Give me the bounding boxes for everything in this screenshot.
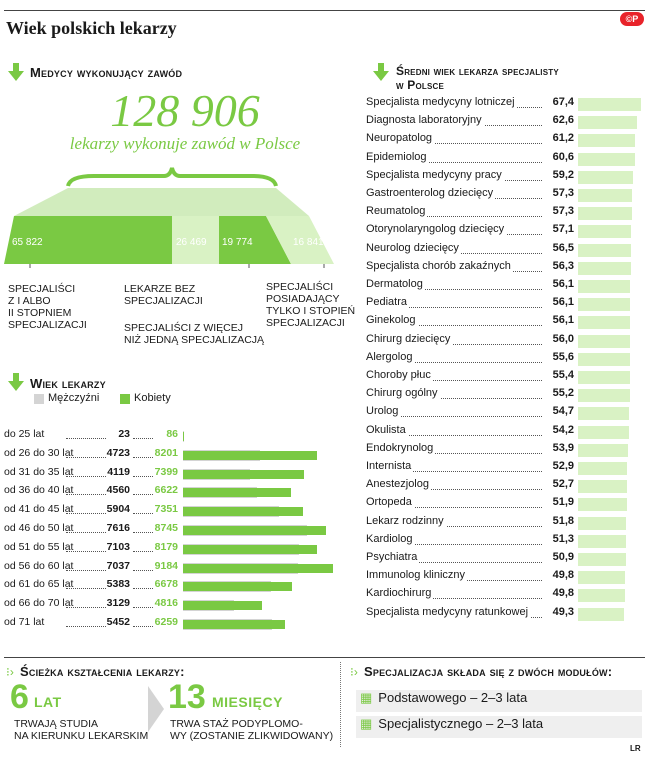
years-unit: LAT: [34, 694, 62, 710]
age-category-label: od 36 do 40 lat: [4, 484, 74, 497]
top-rule: [4, 10, 645, 11]
specialty-value-label: 52,9: [542, 460, 574, 472]
men-value-label: 23: [118, 428, 130, 440]
men-value-label: 7616: [106, 522, 130, 534]
arrow-down-icon: [373, 63, 389, 81]
specialty-bar: [578, 353, 630, 366]
age-category-label: od 56 do 60 lat: [4, 559, 74, 572]
age-category-label: od 41 do 45 lat: [4, 503, 74, 516]
specialty-value-label: 61,2: [542, 132, 574, 144]
specialty-label: Specjalista medycyny ratunkowej: [366, 605, 529, 618]
specialty-value-label: 54,2: [542, 424, 574, 436]
specialty-bar: [578, 134, 635, 147]
segment-value-2: 26 469: [176, 237, 207, 248]
women-bar: [183, 601, 262, 610]
specialty-value-label: 49,8: [542, 587, 574, 599]
specialty-label: Okulista: [366, 423, 406, 436]
specialty-value-label: 51,3: [542, 533, 574, 545]
specialty-value-label: 51,9: [542, 496, 574, 508]
leader-dots: [66, 607, 106, 608]
specialty-value-label: 57,1: [542, 223, 574, 235]
leader-dots: [66, 476, 106, 477]
page-title: Wiek polskich lekarzy: [6, 18, 177, 38]
specialty-value-label: 55,2: [542, 387, 574, 399]
leader-dots: [66, 438, 106, 439]
label-multi-specialization: SPECJALIŚCI Z WIĘCEJ NIŻ JEDNĄ SPECJALIZACJĄ: [124, 322, 265, 346]
specialty-value-label: 53,9: [542, 442, 574, 454]
specialty-bar: [578, 189, 632, 202]
specialty-value-label: 67,4: [542, 96, 574, 108]
grid-icon: ▦: [360, 716, 373, 731]
specialty-bar: [578, 608, 624, 621]
months-unit: MIESIĘCY: [212, 694, 283, 710]
specialty-bar: [578, 498, 627, 511]
specialty-bar: [578, 244, 631, 257]
specialty-label: Chirurg dziecięcy: [366, 332, 451, 345]
specialty-bar: [578, 171, 633, 184]
specialty-label: Internista: [366, 460, 412, 472]
specialty-bar: [578, 262, 631, 275]
specialty-label: Endokrynolog: [366, 441, 434, 454]
men-value-label: 7037: [106, 559, 130, 572]
section-title-specjalisci: Średni wiek lekarza specjalisty w Polsce: [396, 64, 559, 92]
brace-shape: [68, 168, 276, 186]
women-bar: [183, 507, 303, 516]
leader-dots: [66, 457, 106, 458]
women-bar: [183, 526, 326, 535]
women-bar: [183, 620, 285, 629]
specialty-bar: [578, 407, 629, 420]
legend-label-men: Mężczyźni: [48, 392, 100, 404]
specialty-bar: [578, 480, 627, 493]
studies-text: TRWAJĄ STUDIA NA KIERUNKU LEKARSKIM: [14, 718, 149, 742]
specialty-value-label: 56,1: [542, 296, 574, 308]
specialty-bar: [578, 589, 625, 602]
specialty-value-label: 56,5: [542, 242, 574, 254]
segment-value-1: 65 822: [12, 237, 43, 248]
age-chart: [0, 428, 345, 638]
women-value-label: 8745: [154, 522, 178, 534]
women-value-label: 86: [166, 428, 178, 440]
arrow-down-icon: [8, 373, 24, 391]
label-first-degree: SPECJALIŚCI POSIADAJĄCY TYLKO I STOPIEŃ SPECJALIZACJI: [266, 281, 356, 329]
specialty-label: Pediatra: [366, 296, 407, 309]
months-number: 13: [168, 678, 206, 716]
specialty-bar: [578, 207, 632, 220]
women-bar: [183, 545, 317, 554]
women-value-label: 8201: [154, 446, 178, 459]
specialty-bar: [578, 571, 625, 584]
specialty-bar: [578, 389, 630, 402]
doctors-breakdown-graphic: [4, 158, 344, 268]
specialty-bar: [578, 280, 630, 293]
men-value-label: 3129: [106, 597, 130, 610]
women-bar: [183, 488, 291, 497]
legend-label-women: Kobiety: [134, 392, 171, 404]
divider: [340, 662, 342, 747]
specialty-label: Neurolog dziecięcy: [366, 241, 459, 254]
specialty-label: Anestezjolog: [366, 478, 429, 491]
leader-dots: [66, 551, 106, 552]
leader-dots: [66, 626, 106, 627]
specialty-bar: [578, 426, 629, 439]
specialty-value-label: 56,1: [542, 314, 574, 326]
specialty-bar: [578, 553, 626, 566]
specialty-label: Immunolog kliniczny: [366, 569, 466, 582]
leader-dots: [66, 588, 106, 589]
women-value-label: 6678: [154, 578, 178, 591]
women-value-label: 6259: [154, 616, 178, 628]
age-category-label: od 71 lat: [4, 616, 45, 628]
specialty-bar: [578, 444, 628, 457]
segment-value-4: 16 841: [293, 237, 324, 248]
specialty-value-label: 62,6: [542, 114, 574, 126]
specialty-value-label: 54,7: [542, 405, 574, 417]
dot-arrow-icon: ⁝›: [350, 665, 358, 679]
chevron-right-icon: [148, 686, 164, 732]
big-number-caption: lekarzy wykonuje zawód w Polsce: [69, 134, 301, 153]
big-number: 128 906: [110, 85, 260, 136]
specialty-label: Diagnosta laboratoryjny: [366, 114, 482, 127]
women-value-label: 4816: [154, 597, 178, 610]
women-value-label: 6622: [154, 484, 178, 497]
section-title-medycy: Medycy wykonujący zawód: [30, 65, 183, 80]
specialty-label: Specjalista medycyny pracy: [366, 168, 502, 181]
specialty-label: Lekarz rodzinny: [366, 514, 444, 527]
men-value-label: 4119: [107, 465, 130, 478]
credit: LR: [630, 744, 641, 753]
modules-title: Specjalizacja składa się z dwóch modułów:: [364, 664, 613, 679]
module-basic: ▦ Podstawowego – 2–3 lata: [356, 690, 642, 712]
specialty-label: Gastroenterolog dziecięcy: [366, 187, 494, 199]
legend-swatch-men: [34, 394, 44, 404]
internship-text: TRWA STAŻ PODYPLOMO- WY (ZOSTANIE ZLIKWIDOWANY): [170, 718, 334, 742]
specialty-bar: [578, 371, 630, 384]
women-value-label: 8179: [154, 540, 178, 553]
specialty-label: Reumatolog: [366, 205, 426, 218]
specialty-label: Alergolog: [366, 350, 413, 363]
age-category-label: od 66 do 70 lat: [4, 597, 74, 610]
age-category-label: od 46 do 50 lat: [4, 522, 74, 534]
specialty-label: Specjalista medycyny lotniczej: [366, 96, 515, 108]
men-value-label: 5904: [106, 503, 130, 516]
specialty-value-label: 49,8: [542, 569, 574, 581]
age-category-label: od 31 do 35 lat: [4, 465, 74, 478]
men-value-label: 4560: [106, 484, 130, 497]
leader-dots: [66, 513, 106, 514]
arrow-down-icon: [8, 63, 24, 81]
specialty-value-label: 50,9: [542, 551, 574, 563]
specialty-bar: [578, 153, 635, 166]
section-title-wiek: Wiek lekarzy: [30, 376, 106, 391]
age-category-label: do 25 lat: [4, 428, 45, 440]
leader-dots: [66, 570, 106, 571]
specialty-value-label: 60,6: [542, 151, 574, 163]
specialty-value-label: 56,0: [542, 333, 574, 345]
specialty-label: Urolog: [366, 405, 399, 418]
specialty-label: Specjalista chorób zakaźnych: [366, 259, 511, 272]
specialty-value-label: 57,3: [542, 205, 574, 217]
specialty-label: Ortopeda: [366, 496, 412, 509]
women-bar: [183, 564, 333, 573]
specialty-label: Chirurg ogólny: [366, 387, 438, 400]
specialty-value-label: 52,7: [542, 478, 574, 490]
specialty-label: Neuropatolog: [366, 132, 433, 145]
specialty-value-label: 59,2: [542, 169, 574, 181]
module-specialist: ▦ Specjalistycznego – 2–3 lata: [356, 716, 642, 738]
specialty-bar: [578, 316, 630, 329]
specialty-bar: [578, 462, 627, 475]
age-category-label: od 61 do 65 lat: [4, 578, 74, 591]
specialty-bar: [578, 535, 626, 548]
leader-dots: [66, 494, 106, 495]
specialty-bar: [578, 225, 631, 238]
specialty-bar: [578, 517, 626, 530]
specialty-label: Kardiochirurg: [366, 587, 432, 600]
label-specialists-1-2: SPECJALIŚCI Z I ALBO II STOPNIEM SPECJALIZACJI: [8, 283, 87, 331]
women-bar: [183, 432, 184, 441]
women-value-label: 7351: [154, 503, 178, 516]
women-value-label: 7399: [154, 465, 178, 478]
specialty-bar: [578, 335, 630, 348]
specialty-value-label: 49,3: [542, 606, 574, 618]
publisher-logo: ©P: [620, 12, 644, 26]
specialty-label: Choroby płuc: [366, 369, 431, 381]
leader-dots: [66, 532, 106, 533]
specialty-label: Ginekolog: [366, 314, 416, 327]
specialty-value-label: 57,3: [542, 187, 574, 199]
grid-icon: ▦: [360, 690, 373, 705]
specialty-value-label: 51,8: [542, 515, 574, 527]
men-value-label: 7103: [106, 540, 130, 553]
dot-arrow-icon: ⁝›: [6, 665, 14, 679]
men-value-label: 4723: [106, 446, 130, 459]
specialty-bar: [578, 116, 637, 129]
bottom-rule: [4, 657, 645, 658]
specialty-value-label: 56,3: [542, 260, 574, 272]
specialist-age-chart: [366, 96, 646, 636]
specialty-label: Kardiolog: [366, 532, 413, 545]
specialty-value-label: 55,6: [542, 351, 574, 363]
age-category-label: od 51 do 55 lat: [4, 540, 74, 553]
age-category-label: od 26 do 30 lat: [4, 446, 74, 459]
specialty-label: Epidemiolog: [366, 150, 427, 163]
segment-value-3: 19 774: [222, 237, 253, 248]
legend-swatch-women: [120, 394, 130, 404]
specialty-label: Psychiatra: [366, 551, 418, 563]
specialty-value-label: 55,4: [542, 369, 574, 381]
women-value-label: 9184: [154, 559, 178, 572]
women-bar: [183, 451, 317, 460]
specialty-value-label: 56,1: [542, 278, 574, 290]
specialty-bar: [578, 298, 630, 311]
women-bar: [183, 582, 292, 591]
education-title: Ścieżka kształcenia lekarzy:: [20, 664, 185, 679]
specialty-label: Dermatolog: [366, 278, 423, 290]
years-number: 6: [10, 678, 29, 716]
women-bar: [183, 470, 304, 479]
specialty-bar: [578, 98, 641, 111]
label-no-specialization: LEKARZE BEZ SPECJALIZACJI: [124, 283, 203, 307]
men-value-label: 5383: [106, 578, 130, 591]
men-value-label: 5452: [106, 616, 130, 628]
specialty-label: Otorynolaryngolog dziecięcy: [366, 223, 505, 236]
